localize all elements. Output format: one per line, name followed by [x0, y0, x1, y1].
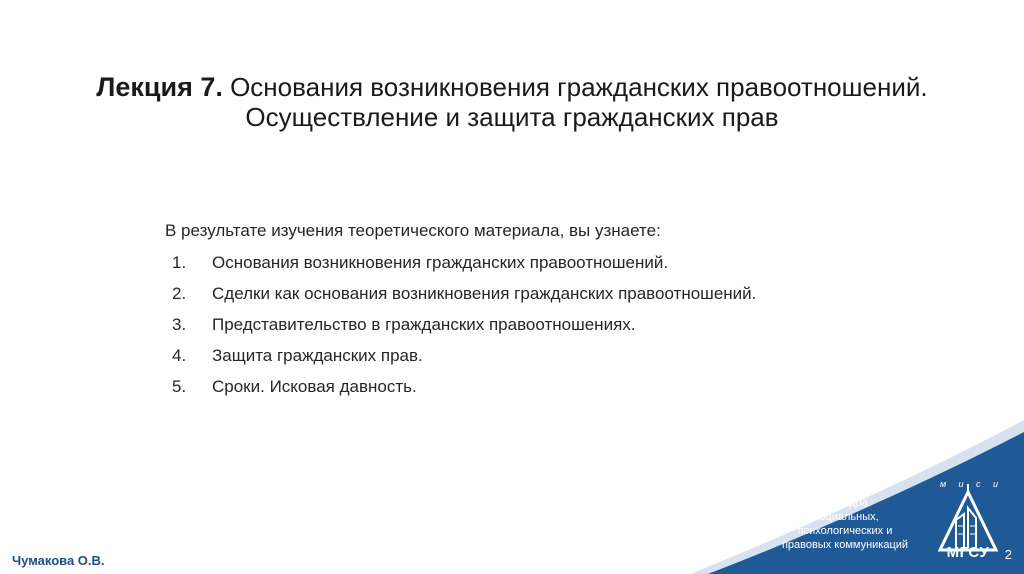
intro-text: В результате изучения теоретического материала, вы узнаете: [165, 221, 661, 240]
department-label: Кафедра Социальных, психологических и правовых коммуникаций [781, 497, 909, 551]
item-number: 2. [172, 284, 187, 303]
item-text: Защита гражданских прав. [212, 346, 423, 365]
title-lecture-number: Лекция 7. [96, 72, 223, 102]
item-number: 3. [172, 315, 187, 334]
item-number: 5. [172, 377, 187, 396]
item-text: Основания возникновения гражданских правоотношений. [212, 253, 669, 272]
item-text: Представительство в гражданских правоотношениях. [212, 315, 636, 334]
logo-letters: м и с и [940, 479, 998, 489]
item-text: Сроки. Исковая давность. [212, 377, 417, 396]
item-number: 4. [172, 346, 187, 365]
logo-abbreviation: МГСУ [946, 544, 990, 561]
item-text: Сделки как основания возникновения гражданских правоотношений. [212, 284, 757, 303]
title-line-1: Основания возникновения гражданских правоотношений. [222, 72, 928, 102]
page-number: 2 [1004, 547, 1012, 562]
author-name: Чумакова О.В. [12, 553, 105, 568]
item-number: 1. [172, 253, 187, 272]
title-line-2: Осуществление и защита гражданских прав [245, 102, 779, 132]
